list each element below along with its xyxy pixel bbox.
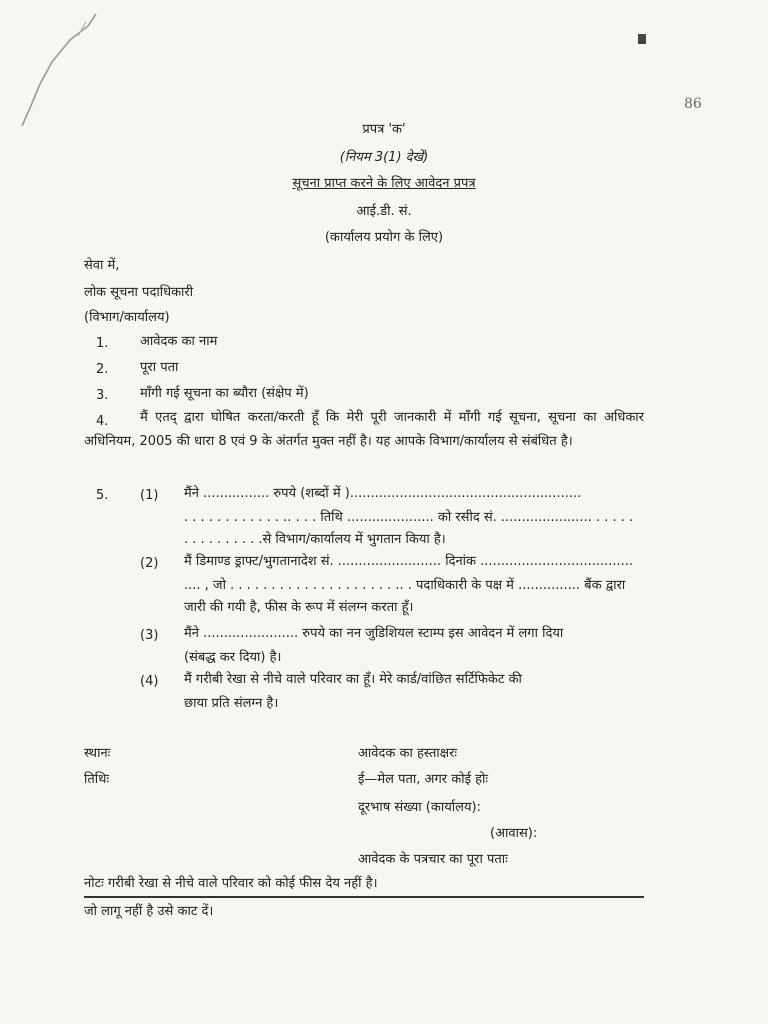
applicant-name-label: आवेदक का नाम — [140, 334, 218, 349]
payment-cash-line: . . . . . . . . . . . . .. . . . तिथि ..................... को रसीद सं. ...................... . . . . . — [184, 510, 634, 525]
payment-dd-line: .... , जो . . . . . . . . . . . . . . . . . . . . .. . पदाधिकारी के पक्ष में ............... बैंक द्वारा — [184, 578, 626, 593]
full-address-label: पूरा पता — [140, 360, 179, 375]
signature-label: आवेदक का हस्ताक्षरः — [358, 746, 458, 761]
addressee-dept: (विभाग/कार्यालय) — [84, 310, 170, 325]
correspondence-address-label: आवेदक के पत्रचार का पूरा पताः — [358, 852, 508, 867]
bpl-line: मैं गरीबी रेखा से नीचे वाले परिवार का हूँ। मेरे कार्ड/वांछित सर्टिफिकेट की — [184, 672, 522, 687]
item-number: 2. — [96, 362, 109, 377]
addressee-officer: लोक सूचना पदाधिकारी — [84, 285, 194, 300]
item-number: 4. — [96, 414, 109, 429]
item-number: 5. — [96, 488, 109, 503]
sub-item-number: (4) — [140, 674, 159, 689]
phone-residence-label: (आवास): — [490, 826, 538, 841]
place-label: स्थानः — [84, 746, 111, 761]
fee-note: नोटः गरीबी रेखा से नीचे वाले परिवार को कोई फीस देय नहीं है। — [84, 876, 378, 891]
sub-item-number: (2) — [140, 556, 159, 571]
bpl-line: छाया प्रति संलग्न है। — [184, 696, 279, 711]
payment-dd-line: जारी की गयी है, फीस के रूप में संलग्न करता हूँ। — [184, 600, 414, 615]
rule-reference: (नियम 3(1) देखें) — [339, 150, 429, 165]
scan-edge-mark — [638, 34, 646, 44]
date-label: तिथिः — [84, 772, 110, 787]
payment-cash-line: . . . . . . . . . .से विभाग/कार्यालय में भुगतान किया है। — [184, 532, 446, 547]
sub-item-number: (1) — [140, 488, 159, 503]
item-number: 1. — [96, 336, 109, 351]
payment-dd-line: मैं डिमाण्ड ड्राफ्ट/भुगतानादेश सं. ......................... दिनांक ..................................... — [184, 554, 634, 569]
info-details-label: माँगी गई सूचना का ब्यौरा (संक्षेप में) — [140, 386, 309, 401]
addressee-to: सेवा में, — [84, 258, 120, 273]
form-title: प्रपत्र 'क' — [362, 122, 406, 137]
divider-line — [84, 896, 644, 898]
page-number-mark: 86 — [684, 96, 702, 112]
pen-scratch-mark — [0, 0, 120, 140]
payment-stamp-line: मैंने ....................... रुपये का नन जुडिशियल स्टाम्प इस आवेदन में लगा दिया — [184, 626, 564, 641]
item-number: 3. — [96, 388, 109, 403]
email-label: ई—मेल पता, अगर कोई होः — [358, 772, 488, 787]
payment-stamp-line: (संबद्ध कर दिया) है। — [184, 650, 282, 665]
declaration-paragraph: मैं एतद् द्वारा घोषित करता/करती हूँ कि मेरी पूरी जानकारी में माँगी गई सूचना, सूचना का अधिकार अधिनियम, 2005 की धारा 8 एवं 9 के अंतर्गत मुक्त नहीं है। यह आपके विभाग/कार्यालय से संबंधित है। — [84, 410, 644, 449]
payment-cash-line: मैंने ................ रुपये (शब्दों में )........................................................ — [184, 486, 582, 501]
strike-instruction: जो लागू नहीं है उसे काट दें। — [84, 904, 214, 919]
form-name: सूचना प्राप्त करने के लिए आवेदन प्रपत्र — [292, 176, 476, 191]
sub-item-number: (3) — [140, 628, 159, 643]
office-use-label: (कार्यालय प्रयोग के लिए) — [324, 230, 444, 245]
id-number-label: आई.डी. सं. — [356, 204, 412, 219]
phone-office-label: दूरभाष संख्या (कार्यालय): — [358, 800, 481, 815]
